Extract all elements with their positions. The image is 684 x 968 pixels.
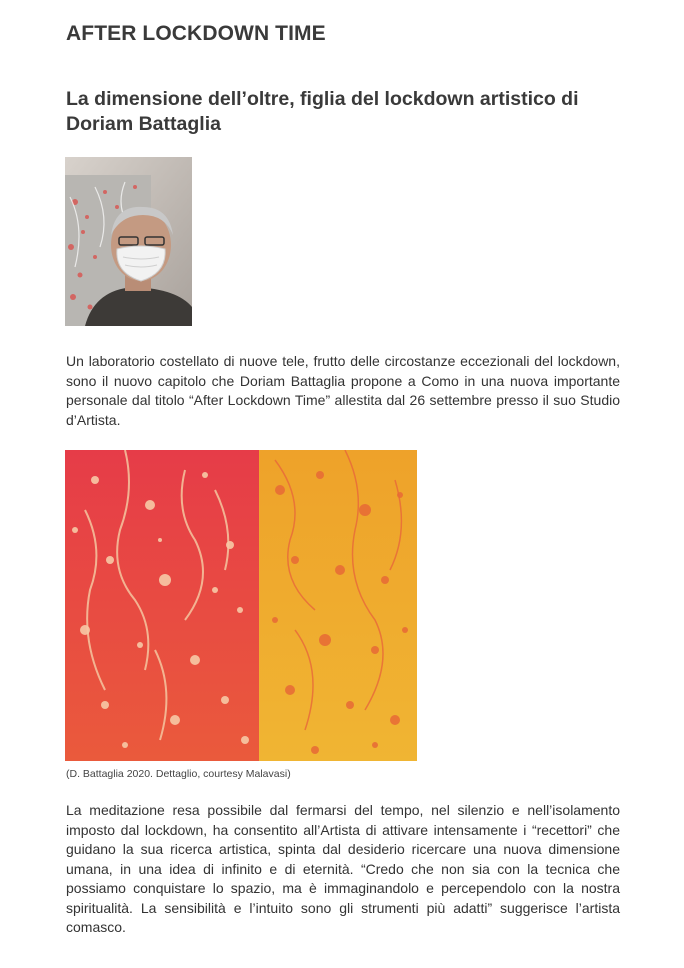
body-paragraph: La meditazione resa possibile dal fermarsi del tempo, nel silenzio e nell’isolamento imposto dal lockdown, ha consentito all’Artista di attivare intensamente i “recettori” che guidano la sua ricerca artistica, spinta dal desiderio ricercare una nuova dimensione umana, in una idea di infinito e di eternità. “Credo che non sia con la tecnica che possiamo conquistare lo spazio, ma è immaginandolo e percependolo con la nostra spiritualità. La sensibilità e l’intuito sono gli strumenti più adatti” suggerisce l’artista comasco. [66,802,620,935]
section-title: AFTER LOCKDOWN TIME [66,22,326,45]
artist-portrait [65,157,192,326]
headline: La dimensione dell’oltre, figlia del lockdown artistico di Doriam Battaglia [66,88,579,135]
intro-paragraph: Un laboratorio costellato di nuove tele, frutto delle circostanze eccezionali del lockdown, sono il nuovo capitolo che Doriam Battaglia propone a Como in una nuova importante personale dal titolo “After Lockdown Time” allestita dal 26 settembre presso il suo Studio d’Artista. [66,353,620,428]
painting-image [65,450,417,761]
image-caption: (D. Battaglia 2020. Dettaglio, courtesy Malavasi) [66,768,291,780]
